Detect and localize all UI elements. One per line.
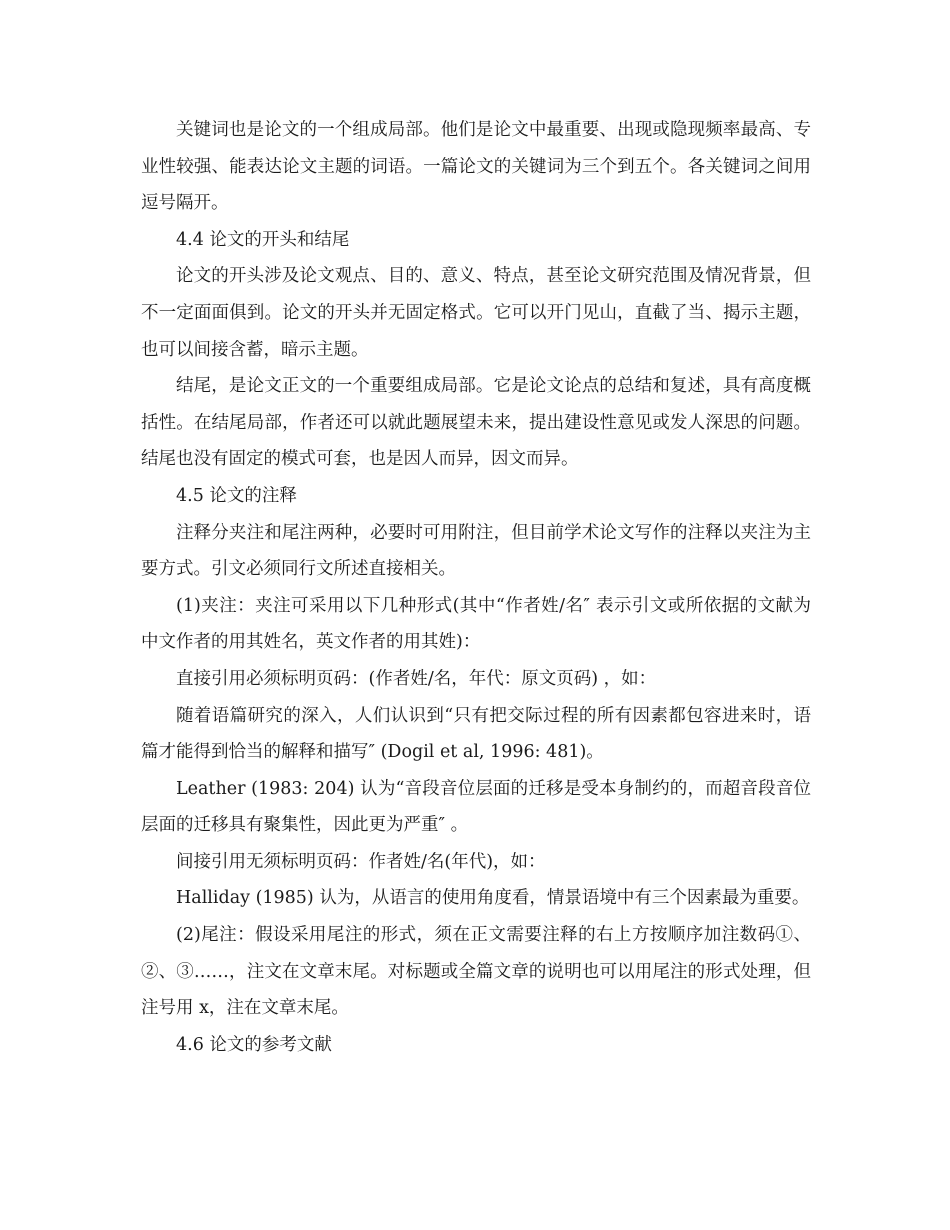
paragraph-indirect-quote-rule: 间接引用无须标明页码：作者姓/名(年代)，如： bbox=[176, 851, 546, 872]
paragraph-opening: 论文的开头涉及论文观点、目的、意义、特点，甚至论文研究范围及情况背景，但不一定面面俱到。论文的开头并无固定格式。它可以开门见山，直截了当、揭示主题，也可以间接含蓄，暗示主题。 bbox=[141, 266, 811, 360]
paragraph-example-halliday: Halliday (1985) 认为，从语言的使用角度看，情景语境中有三个因素最为重要。 bbox=[176, 888, 810, 909]
paragraph-inline-notes: (1)夹注：夹注可采用以下几种形式(其中“作者姓/名″ 表示引文或所依据的文献为中文作者的用其姓名，英文作者的用其姓)： bbox=[141, 595, 811, 653]
paragraph-direct-quote-rule: 直接引用必须标明页码：(作者姓/名，年代：原文页码) ，如： bbox=[176, 668, 657, 689]
paragraph-ending: 结尾，是论文正文的一个重要组成局部。它是论文论点的总结和复述，具有高度概括性。在结尾局部，作者还可以就此题展望未来，提出建设性意见或发人深思的问题。结尾也没有固定的模式可套，也是因人而异，因文而异。 bbox=[141, 376, 811, 470]
paragraph-endnotes: (2)尾注：假设采用尾注的形式，须在正文需要注释的右上方按顺序加注数码①、②、③……，注文在文章末尾。对标题或全篇文章的说明也可以用尾注的形式处理，但注号用 x，注在文章末尾。 bbox=[141, 925, 811, 1019]
section-heading-4-6: 4.6 论文的参考文献 bbox=[176, 1034, 332, 1055]
paragraph-example-dogil: 随着语篇研究的深入，人们认识到“只有把交际过程的所有因素都包容进来时，语篇才能得到恰当的解释和描写″ (Dogil et al, 1996: 481)。 bbox=[141, 705, 811, 763]
paragraph-keywords: 关键词也是论文的一个组成局部。他们是论文中最重要、出现或隐现频率最高、专业性较强、能表达论文主题的词语。一篇论文的关键词为三个到五个。各关键词之间用逗号隔开。 bbox=[141, 120, 811, 214]
paragraph-example-leather: Leather (1983: 204) 认为“音段音位层面的迁移是受本身制约的，而超音段音位层面的迁移具有聚集性，因此更为严重″ 。 bbox=[141, 778, 811, 836]
section-heading-4-4: 4.4 论文的开头和结尾 bbox=[176, 229, 350, 250]
paragraph-notes-intro: 注释分夹注和尾注两种，必要时可用附注，但目前学术论文写作的注释以夹注为主要方式。引文必须同行文所述直接相关。 bbox=[141, 522, 811, 580]
document-body bbox=[141, 112, 811, 1063]
section-heading-4-5: 4.5 论文的注释 bbox=[176, 485, 297, 506]
